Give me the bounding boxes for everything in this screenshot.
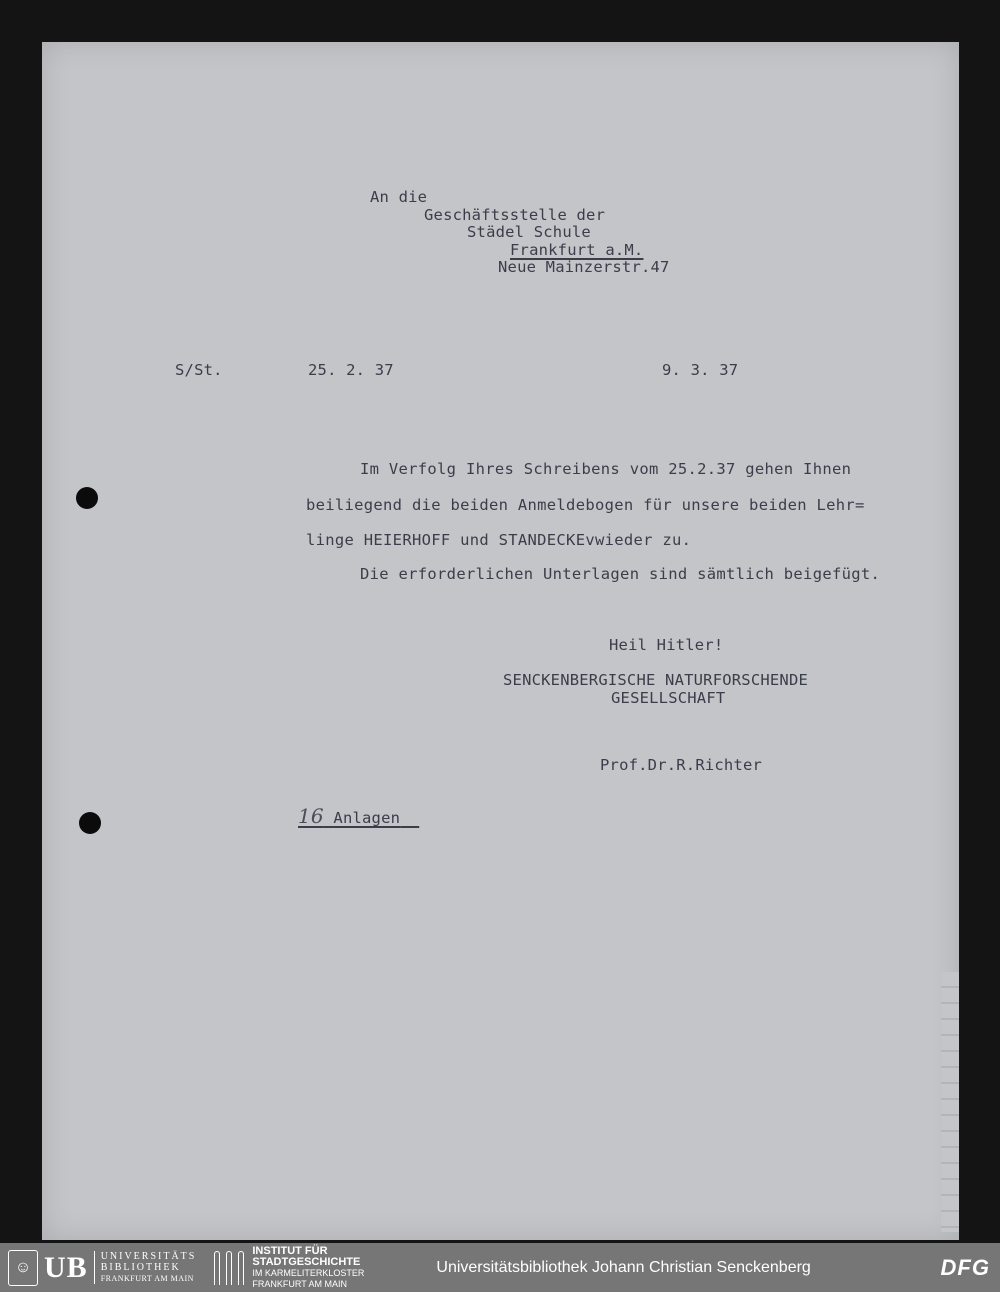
- address-line-1: An die: [370, 188, 428, 206]
- punch-hole-bottom: [79, 812, 101, 834]
- footer-bar: [0, 1243, 1000, 1292]
- enclosure-count: 16: [298, 804, 324, 828]
- body-line-3: linge HEIERHOFF und STANDECKEvwieder zu.: [306, 531, 692, 549]
- letter-date: 9. 3. 37: [662, 361, 739, 379]
- institute-name: [252, 1246, 364, 1290]
- enclosure-label: Anlagen: [333, 809, 401, 827]
- ub-logo[interactable]: [8, 1250, 196, 1286]
- portrait-icon: ☺: [8, 1250, 38, 1286]
- institute-logo[interactable]: [214, 1246, 364, 1290]
- enclosure-note: [298, 806, 419, 828]
- organization-line-1: SENCKENBERGISCHE NATURFORSCHENDE: [503, 671, 809, 689]
- ub-line-2: BIBLIOTHEK: [100, 1262, 181, 1273]
- punch-hole-top: [76, 487, 98, 509]
- reference-code: S/St.: [175, 361, 223, 379]
- body-line-2: beiliegend die beiden Anmeldebogen für unsere beiden Lehr=: [306, 496, 865, 514]
- ub-line-1: UNIVERSITÄTS: [100, 1251, 197, 1262]
- institute-line-3: IM KARMELITERKLOSTER: [252, 1267, 365, 1278]
- institute-line-1: INSTITUT FÜR: [252, 1244, 328, 1257]
- library-title[interactable]: Universitätsbibliothek Johann Christian Senckenberg: [436, 1258, 811, 1276]
- address-line-2: Geschäftsstelle der: [424, 206, 606, 224]
- dfg-logo[interactable]: DFG: [940, 1254, 990, 1280]
- body-line-1: Im Verfolg Ihres Schreibens vom 25.2.37 gehen Ihnen: [360, 460, 852, 478]
- address-line-4: Frankfurt a.M.: [510, 241, 644, 259]
- organization-line-2: GESELLSCHAFT: [611, 689, 726, 707]
- address-line-3: Städel Schule: [467, 223, 591, 241]
- body-line-4: Die erforderlichen Unterlagen sind sämtlich beigefügt.: [360, 565, 881, 583]
- address-line-5: Neue Mainzerstr.47: [498, 258, 670, 276]
- arches-icon: [214, 1251, 244, 1285]
- signatory: Prof.Dr.R.Richter: [600, 756, 763, 774]
- ub-letters: UB: [44, 1250, 88, 1284]
- ub-line-3: FRANKFURT AM MAIN: [100, 1274, 194, 1283]
- institute-line-4: FRANKFURT AM MAIN: [252, 1278, 348, 1289]
- closing-greeting: Heil Hitler!: [609, 636, 724, 654]
- their-letter-date: 25. 2. 37: [308, 361, 394, 379]
- institute-line-2: STADTGESCHICHTE: [252, 1255, 361, 1268]
- ub-name: [94, 1251, 197, 1284]
- torn-edge: [941, 972, 959, 1232]
